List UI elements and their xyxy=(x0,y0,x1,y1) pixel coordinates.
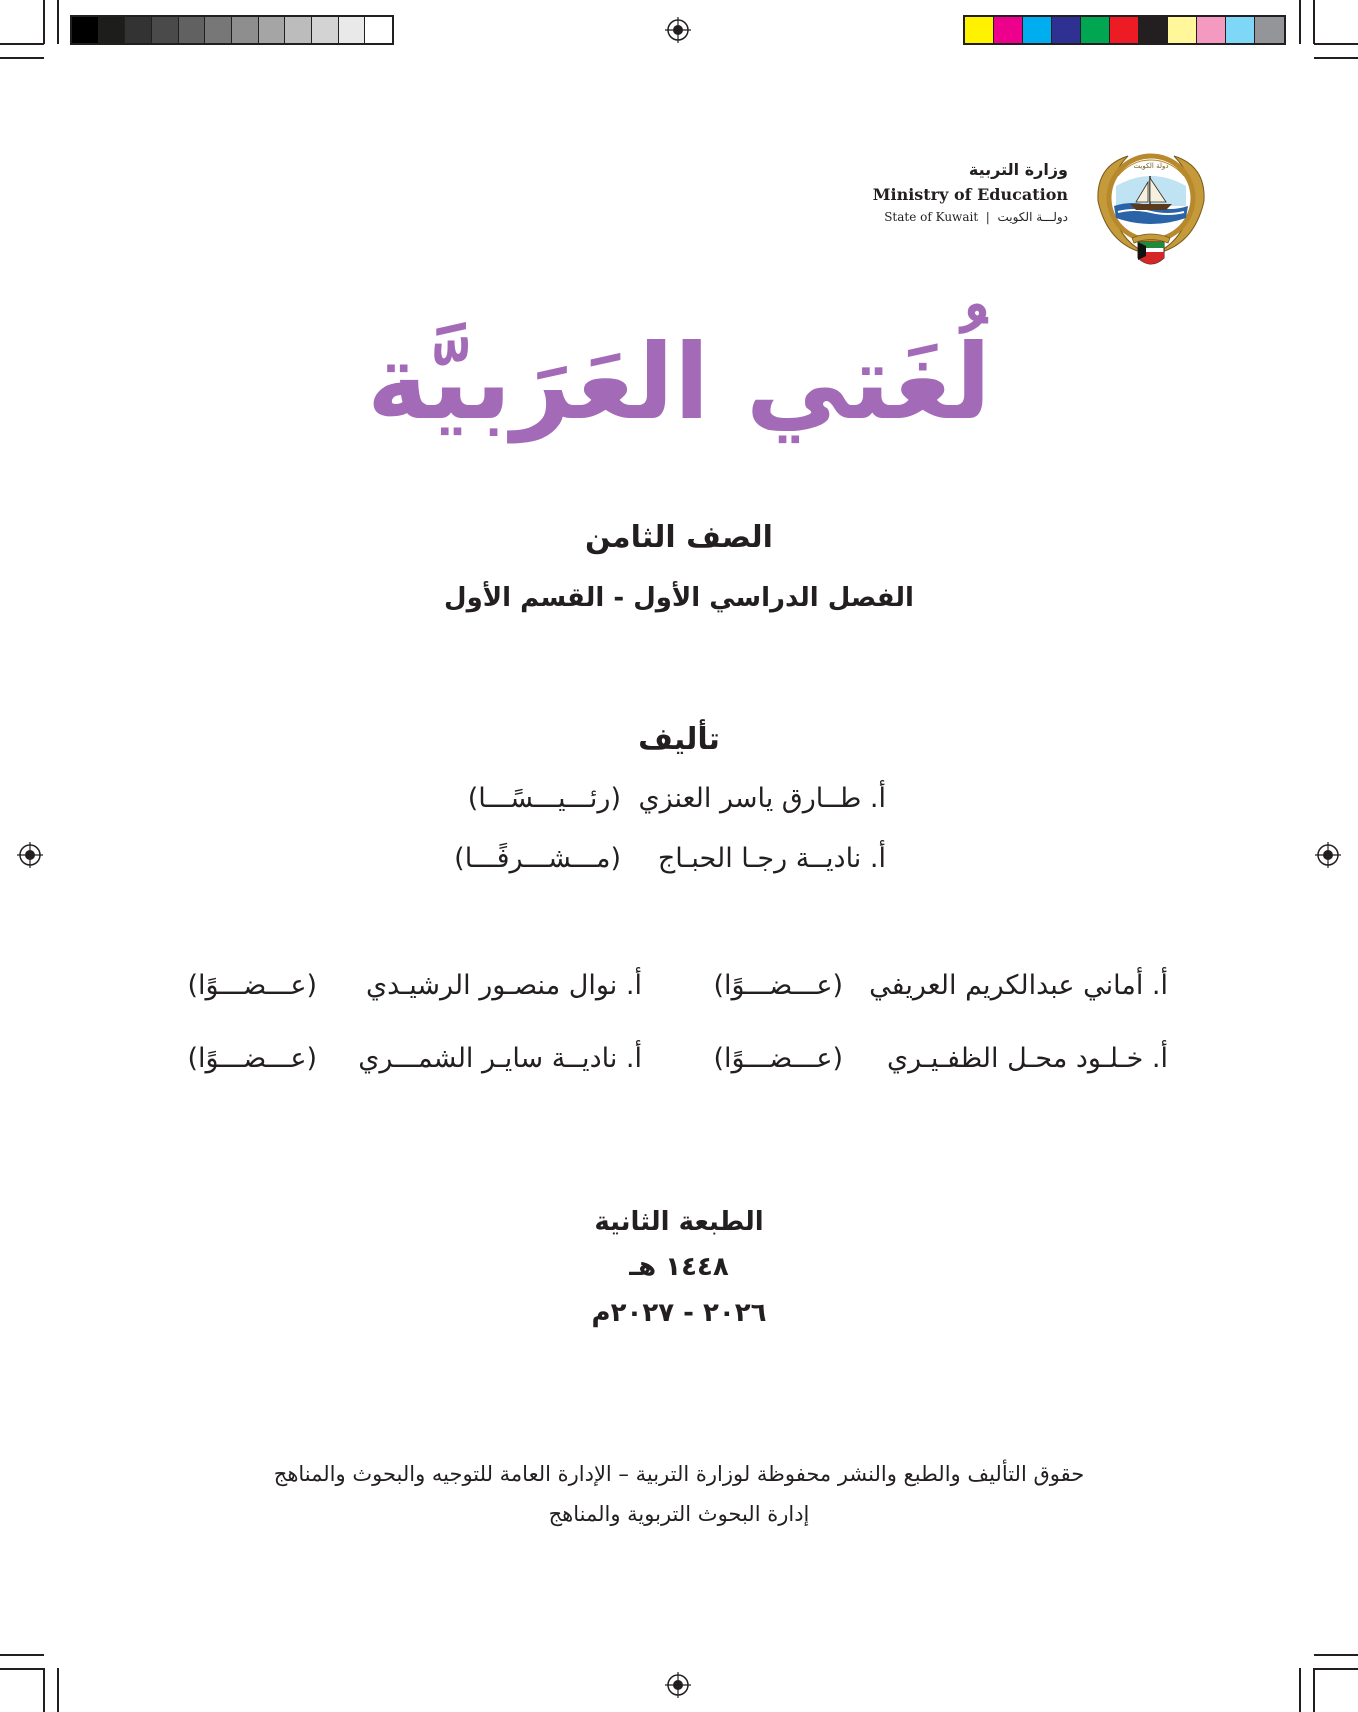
registration-target-icon xyxy=(17,842,43,868)
member-author-role: (عـــضـــوًا) xyxy=(187,970,317,1001)
gray-swatch xyxy=(179,17,206,43)
member-author-role: (عـــضـــوًا) xyxy=(713,1043,843,1074)
crop-mark xyxy=(0,1654,44,1656)
color-swatch xyxy=(1110,17,1139,43)
gray-swatch xyxy=(339,17,366,43)
member-author-role: (عـــضـــوًا) xyxy=(713,970,843,1001)
ministry-name-arabic: وزارة التربية xyxy=(968,160,1068,179)
hijri-year: ١٤٤٨ هـ xyxy=(629,1252,729,1282)
crop-mark xyxy=(1299,0,1301,44)
gregorian-year: ٢٠٢٦ - ٢٠٢٧م xyxy=(591,1298,767,1328)
copyright-notice: حقوق التأليف والطبع والنشر محفوظة لوزارة التربية – الإدارة العامة للتوجيه والبحوث والمناهج xyxy=(273,1462,1085,1486)
lead-author-row xyxy=(436,783,886,823)
member-author-name: أ. خـلـود محـل الظفـيـري xyxy=(886,1043,1168,1074)
crop-mark xyxy=(0,1668,44,1670)
gray-swatch xyxy=(259,17,286,43)
gray-swatch xyxy=(365,17,392,43)
registration-target-icon xyxy=(665,1672,691,1698)
color-swatch xyxy=(1255,17,1284,43)
member-author-row xyxy=(162,970,642,1010)
registration-target-icon xyxy=(665,17,691,43)
member-author-role: (عـــضـــوًا) xyxy=(187,1043,317,1074)
color-swatch xyxy=(1023,17,1052,43)
crop-mark xyxy=(57,1668,59,1712)
crop-mark xyxy=(1314,1654,1358,1656)
member-author-row xyxy=(648,970,1168,1010)
member-author-name: أ. ناديــة سايـر الشمـــري xyxy=(358,1043,642,1074)
semester-label: الفصل الدراسي الأول - القسم الأول xyxy=(444,583,914,613)
gray-swatch xyxy=(152,17,179,43)
separator: | xyxy=(981,210,994,224)
color-swatch xyxy=(1081,17,1110,43)
ministry-name-english: Ministry of Education xyxy=(872,185,1068,204)
lead-author-name: أ. ناديــة رجـا الحبـاج xyxy=(657,843,886,874)
color-swatch xyxy=(1226,17,1255,43)
color-swatch xyxy=(994,17,1023,43)
crop-mark xyxy=(1313,1668,1315,1712)
state-name-arabic: دولـــة الكويت xyxy=(997,210,1068,224)
crop-mark xyxy=(1314,57,1358,59)
crop-mark xyxy=(43,0,45,44)
member-author-name: أ. نوال منصـور الرشيـدي xyxy=(366,970,642,1001)
gray-swatch xyxy=(205,17,232,43)
lead-author-row xyxy=(436,843,886,883)
color-swatch xyxy=(1168,17,1197,43)
department-name: إدارة البحوث التربوية والمناهج xyxy=(548,1502,810,1526)
ministry-header xyxy=(873,160,1068,224)
color-swatch xyxy=(1139,17,1168,43)
color-swatch xyxy=(1197,17,1226,43)
crop-mark xyxy=(0,57,44,59)
crop-mark xyxy=(1314,1668,1358,1670)
crop-mark xyxy=(0,43,44,45)
gray-swatch xyxy=(232,17,259,43)
book-title: لُغَتي العَرَبيَّة xyxy=(366,321,992,443)
gray-swatch xyxy=(125,17,152,43)
state-line xyxy=(873,210,1068,224)
edition-label: الطبعة الثانية xyxy=(594,1207,764,1237)
gray-swatch xyxy=(72,17,99,43)
emblem-text: دولة الكويت xyxy=(1133,162,1169,170)
member-author-row xyxy=(162,1043,642,1083)
lead-author-role: (رئـــيـــسًـــا) xyxy=(467,783,621,814)
color-swatch xyxy=(1052,17,1081,43)
color-calibration-strip xyxy=(963,15,1286,45)
grayscale-calibration-strip xyxy=(70,15,394,45)
crop-mark xyxy=(43,1668,45,1712)
crop-mark xyxy=(1313,0,1315,44)
color-swatch xyxy=(965,17,994,43)
gray-swatch xyxy=(312,17,339,43)
crop-mark xyxy=(57,0,59,44)
grade-label: الصف الثامن xyxy=(585,520,773,555)
authoring-heading: تأليف xyxy=(638,722,720,757)
lead-author-name: أ. طــارق ياسر العنزي xyxy=(638,783,886,814)
crop-mark xyxy=(1299,1668,1301,1712)
lead-author-role: (مـــشـــرفًـــا) xyxy=(454,843,621,874)
gray-swatch xyxy=(99,17,126,43)
member-author-name: أ. أماني عبدالكريم العريفي xyxy=(869,970,1168,1001)
kuwait-emblem-icon xyxy=(1088,146,1214,276)
registration-target-icon xyxy=(1315,842,1341,868)
gray-swatch xyxy=(285,17,312,43)
member-author-row xyxy=(648,1043,1168,1083)
state-name-english: State of Kuwait xyxy=(884,210,979,224)
crop-mark xyxy=(1314,43,1358,45)
